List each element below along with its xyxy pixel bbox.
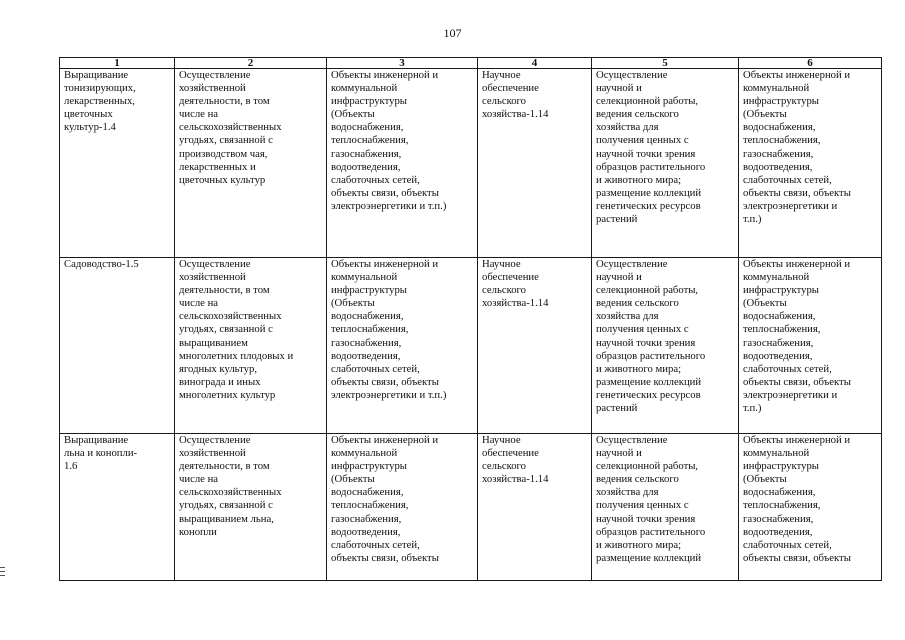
cell-text-line: слаботочных сетей, bbox=[331, 362, 420, 375]
table-cell bbox=[60, 258, 175, 434]
cell-text-line: Осуществление bbox=[179, 258, 251, 270]
cell-text-line: водоотведения, bbox=[743, 525, 813, 538]
cell-text-line: Объекты инженерной и bbox=[743, 434, 851, 446]
cell-text-line: многолетних плодовых и bbox=[179, 349, 294, 362]
cell-text-line: сельского bbox=[482, 460, 527, 473]
cell-text-line: Осуществление bbox=[596, 69, 668, 81]
cell-text-line: и животного мира; bbox=[596, 173, 682, 186]
cell-text-line: водоснабжения, bbox=[743, 486, 816, 499]
cell-text-line: объекты связи, объекты bbox=[743, 551, 851, 564]
cell-text-line: хозяйства-1.14 bbox=[482, 297, 549, 310]
cell-text-line: инфраструктуры bbox=[743, 95, 819, 108]
cell-text-line: деятельности, в том bbox=[179, 95, 270, 108]
cell-text-line: водоснабжения, bbox=[331, 121, 404, 134]
cell-text-line: лекарственных и bbox=[179, 160, 256, 173]
cell-text-line: Выращивание bbox=[64, 69, 129, 81]
cell-text-line: газоснабжения, bbox=[743, 147, 814, 160]
cell-text-line: объекты связи, объекты bbox=[743, 186, 851, 199]
cell-text-line: научной и bbox=[596, 447, 642, 460]
cell-text-line: объекты связи, объекты bbox=[331, 551, 439, 564]
cell-text-line: теплоснабжения, bbox=[331, 323, 409, 336]
cell-text-line: Объекты инженерной и bbox=[331, 258, 439, 270]
cell-text-line: ведения сельского bbox=[596, 473, 679, 486]
cell-text-line: хозяйства для bbox=[596, 310, 659, 323]
cell-text-line: слаботочных сетей, bbox=[743, 538, 832, 551]
cell-text-line: водоснабжения, bbox=[331, 310, 404, 323]
cell-text-line: Осуществление bbox=[179, 434, 251, 446]
cell-text-line: деятельности, в том bbox=[179, 284, 270, 297]
cell-text-line: Осуществление bbox=[179, 69, 251, 81]
cell-text-line: Научное bbox=[482, 258, 521, 270]
cell-text-line: хозяйственной bbox=[179, 447, 246, 460]
cell-text-line: инфраструктуры bbox=[331, 460, 407, 473]
cell-text-line: электроэнергетики и т.п.) bbox=[331, 388, 447, 401]
cell-text-line: т.п.) bbox=[743, 402, 762, 415]
cell-text-line: сельского bbox=[482, 95, 527, 108]
table-cell bbox=[592, 434, 739, 581]
column-header: 3 bbox=[327, 58, 478, 69]
cell-text-line: селекционной работы, bbox=[596, 284, 699, 297]
cell-text-line: образцов растительного bbox=[596, 349, 706, 362]
cell-text-line: научной и bbox=[596, 82, 642, 95]
cell-text-line: газоснабжения, bbox=[331, 147, 402, 160]
cell-text-line: водоотведения, bbox=[743, 349, 813, 362]
table-row bbox=[60, 69, 882, 258]
cell-text-line: ведения сельского bbox=[596, 297, 679, 310]
cell-text-line: слаботочных сетей, bbox=[743, 362, 832, 375]
cell-text-line: коммунальной bbox=[743, 271, 810, 284]
table-cell bbox=[175, 69, 327, 258]
cell-text-line: Осуществление bbox=[596, 434, 668, 446]
cell-text-line: 1.6 bbox=[64, 460, 78, 473]
cell-text-line: числе на bbox=[179, 473, 219, 486]
table-cell bbox=[739, 69, 882, 258]
cell-text-line: слаботочных сетей, bbox=[331, 173, 420, 186]
cell-text-line: растений bbox=[596, 213, 638, 226]
cell-text-line: теплоснабжения, bbox=[743, 323, 821, 336]
cell-text-line: хозяйства-1.14 bbox=[482, 473, 549, 486]
table-cell bbox=[592, 69, 739, 258]
cell-text-line: научной точки зрения bbox=[596, 336, 696, 349]
table-cell bbox=[327, 258, 478, 434]
table-cell bbox=[60, 434, 175, 581]
cell-text-line: льна и конопли- bbox=[64, 447, 138, 460]
margin-mark bbox=[0, 571, 5, 572]
cell-text-line: сельскохозяйственных bbox=[179, 310, 282, 323]
cell-text-line: водоснабжения, bbox=[743, 310, 816, 323]
cell-text-line: (Объекты bbox=[743, 297, 787, 310]
cell-text-line: угодьях, связанной с bbox=[179, 499, 273, 512]
table-cell bbox=[739, 258, 882, 434]
cell-text-line: коммунальной bbox=[743, 82, 810, 95]
cell-text-line: научной и bbox=[596, 271, 642, 284]
cell-text-line: объекты связи, объекты bbox=[331, 375, 439, 388]
cell-text-line: получения ценных с bbox=[596, 323, 689, 336]
cell-text-line: слаботочных сетей, bbox=[743, 173, 832, 186]
table-cell bbox=[478, 69, 592, 258]
table-cell bbox=[739, 434, 882, 581]
cell-text-line: объекты связи, объекты bbox=[331, 186, 439, 199]
cell-text-line: водоснабжения, bbox=[331, 486, 404, 499]
cell-text-line: хозяйства для bbox=[596, 121, 659, 134]
column-header: 5 bbox=[592, 58, 739, 69]
cell-text-line: сельскохозяйственных bbox=[179, 486, 282, 499]
cell-text-line: водоотведения, bbox=[743, 160, 813, 173]
cell-text-line: размещение коллекций bbox=[596, 551, 702, 564]
cell-text-line: сельскохозяйственных bbox=[179, 121, 282, 134]
cell-text-line: инфраструктуры bbox=[331, 284, 407, 297]
cell-text-line: инфраструктуры bbox=[743, 284, 819, 297]
cell-text-line: селекционной работы, bbox=[596, 460, 699, 473]
cell-text-line: деятельности, в том bbox=[179, 460, 270, 473]
cell-text-line: коммунальной bbox=[331, 271, 398, 284]
cell-text-line: винограда и иных bbox=[179, 375, 261, 388]
cell-text-line: хозяйства для bbox=[596, 486, 659, 499]
cell-text-line: электроэнергетики и bbox=[743, 388, 838, 401]
cell-text-line: электроэнергетики и т.п.) bbox=[331, 199, 447, 212]
cell-text-line: теплоснабжения, bbox=[743, 134, 821, 147]
cell-text-line: научной точки зрения bbox=[596, 512, 696, 525]
cell-text-line: обеспечение bbox=[482, 447, 539, 460]
cell-text-line: Объекты инженерной и bbox=[331, 434, 439, 446]
cell-text-line: Выращивание bbox=[64, 434, 129, 446]
cell-text-line: обеспечение bbox=[482, 271, 539, 284]
cell-text-line: т.п.) bbox=[743, 213, 762, 226]
cell-text-line: сельского bbox=[482, 284, 527, 297]
cell-text-line: объекты связи, объекты bbox=[743, 375, 851, 388]
cell-text-line: газоснабжения, bbox=[331, 336, 402, 349]
cell-text-line: коммунальной bbox=[331, 447, 398, 460]
cell-text-line: теплоснабжения, bbox=[331, 499, 409, 512]
header-row bbox=[60, 58, 882, 69]
cell-text-line: цветочных культур bbox=[179, 173, 266, 186]
cell-text-line: числе на bbox=[179, 297, 219, 310]
cell-text-line: получения ценных с bbox=[596, 499, 689, 512]
cell-text-line: и животного мира; bbox=[596, 538, 682, 551]
cell-text-line: конопли bbox=[179, 525, 217, 538]
cell-text-line: коммунальной bbox=[331, 82, 398, 95]
cell-text-line: хозяйства-1.14 bbox=[482, 108, 549, 121]
cell-text-line: культур-1.4 bbox=[64, 121, 116, 134]
cell-text-line: образцов растительного bbox=[596, 160, 706, 173]
cell-text-line: научной точки зрения bbox=[596, 147, 696, 160]
cell-text-line: (Объекты bbox=[743, 108, 787, 121]
column-header: 1 bbox=[60, 58, 175, 69]
table-cell bbox=[60, 69, 175, 258]
table-cell bbox=[175, 258, 327, 434]
cell-text-line: водоотведения, bbox=[331, 349, 401, 362]
table-cell bbox=[327, 69, 478, 258]
cell-text-line: угодьях, связанной с bbox=[179, 134, 273, 147]
cell-text-line: ягодных культур, bbox=[179, 362, 258, 375]
cell-text-line: ведения сельского bbox=[596, 108, 679, 121]
cell-text-line: слаботочных сетей, bbox=[331, 538, 420, 551]
cell-text-line: Научное bbox=[482, 69, 521, 81]
cell-text-line: генетических ресурсов bbox=[596, 388, 701, 401]
cell-text-line: (Объекты bbox=[331, 473, 375, 486]
cell-text-line: Объекты инженерной и bbox=[331, 69, 439, 81]
cell-text-line: теплоснабжения, bbox=[331, 134, 409, 147]
cell-text-line: Научное bbox=[482, 434, 521, 446]
cell-text-line: угодьях, связанной с bbox=[179, 323, 273, 336]
cell-text-line: коммунальной bbox=[743, 447, 810, 460]
cell-text-line: цветочных bbox=[64, 108, 113, 121]
table-cell bbox=[175, 434, 327, 581]
cell-text-line: обеспечение bbox=[482, 82, 539, 95]
cell-text-line: теплоснабжения, bbox=[743, 499, 821, 512]
margin-mark bbox=[0, 567, 5, 568]
cell-text-line: производством чая, bbox=[179, 147, 268, 160]
cell-text-line: многолетних культур bbox=[179, 388, 276, 401]
cell-text-line: образцов растительного bbox=[596, 525, 706, 538]
column-header: 2 bbox=[175, 58, 327, 69]
cell-text-line: генетических ресурсов bbox=[596, 199, 701, 212]
cell-text-line: выращиванием льна, bbox=[179, 512, 274, 525]
cell-text-line: растений bbox=[596, 402, 638, 415]
cell-text-line: хозяйственной bbox=[179, 271, 246, 284]
cell-text-line: Осуществление bbox=[596, 258, 668, 270]
cell-text-line: Объекты инженерной и bbox=[743, 258, 851, 270]
cell-text-line: инфраструктуры bbox=[743, 460, 819, 473]
cell-text-line: водоснабжения, bbox=[743, 121, 816, 134]
cell-text-line: водоотведения, bbox=[331, 525, 401, 538]
table-row bbox=[60, 258, 882, 434]
cell-text-line: Садоводство-1.5 bbox=[64, 258, 139, 270]
cell-text-line: инфраструктуры bbox=[331, 95, 407, 108]
cell-text-line: размещение коллекций bbox=[596, 186, 702, 199]
cell-text-line: газоснабжения, bbox=[743, 336, 814, 349]
cell-text-line: (Объекты bbox=[331, 108, 375, 121]
cell-text-line: и животного мира; bbox=[596, 362, 682, 375]
cell-text-line: лекарственных, bbox=[64, 95, 135, 108]
cell-text-line: (Объекты bbox=[743, 473, 787, 486]
column-header: 4 bbox=[478, 58, 592, 69]
page-number: 107 bbox=[443, 26, 462, 40]
table-cell bbox=[327, 434, 478, 581]
cell-text-line: селекционной работы, bbox=[596, 95, 699, 108]
cell-text-line: газоснабжения, bbox=[331, 512, 402, 525]
table-cell bbox=[478, 434, 592, 581]
cell-text-line: Объекты инженерной и bbox=[743, 69, 851, 81]
table-cell bbox=[592, 258, 739, 434]
table-cell bbox=[478, 258, 592, 434]
cell-text-line: хозяйственной bbox=[179, 82, 246, 95]
cell-text-line: тонизирующих, bbox=[64, 82, 136, 95]
margin-mark bbox=[0, 575, 5, 576]
cell-text-line: выращиванием bbox=[179, 336, 248, 349]
cell-text-line: размещение коллекций bbox=[596, 375, 702, 388]
cell-text-line: (Объекты bbox=[331, 297, 375, 310]
cell-text-line: водоотведения, bbox=[331, 160, 401, 173]
column-header: 6 bbox=[739, 58, 882, 69]
cell-text-line: числе на bbox=[179, 108, 219, 121]
land-use-table bbox=[59, 57, 882, 581]
cell-text-line: получения ценных с bbox=[596, 134, 689, 147]
cell-text-line: газоснабжения, bbox=[743, 512, 814, 525]
cell-text-line: электроэнергетики и bbox=[743, 199, 838, 212]
table-row bbox=[60, 434, 882, 581]
